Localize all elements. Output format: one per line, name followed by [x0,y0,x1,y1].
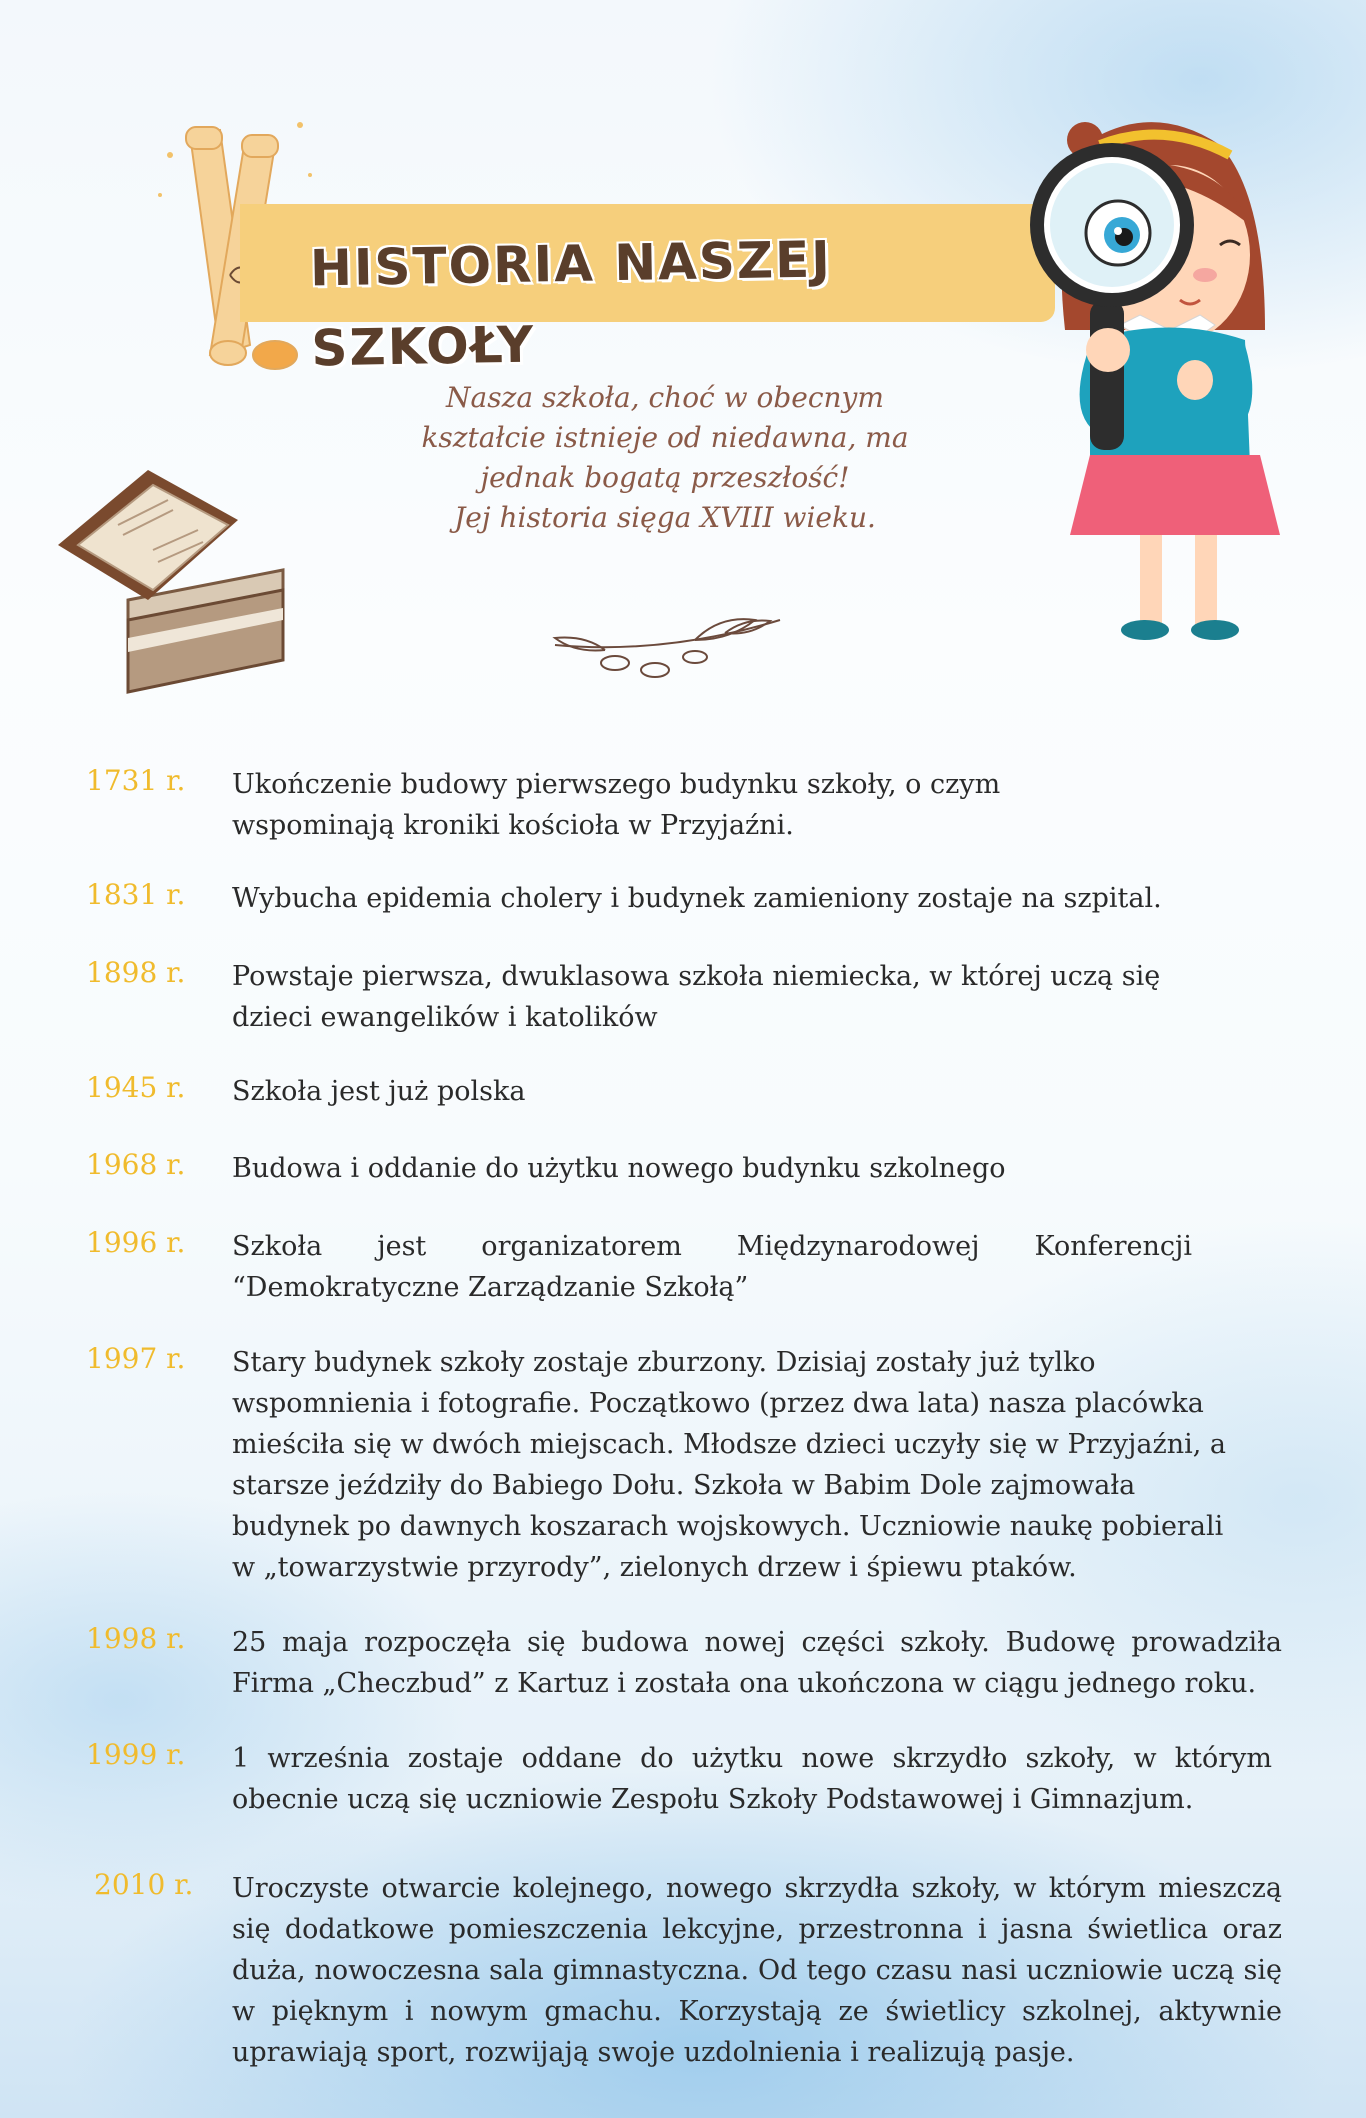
intro-line: Nasza szkoła, choć w obecnym [446,381,884,414]
girl-with-magnifier-icon [1030,115,1280,655]
timeline-entry [86,1868,1286,2078]
timeline-year: 1898 r. [86,956,186,989]
timeline-year: 2010 r. [94,1868,194,1901]
timeline-entry [86,764,1286,844]
timeline-text: Szkoła jest organizatorem Międzynarodowej Konferencji “Demokratyczne Zarządzanie Szkołą” [232,1231,1192,1303]
intro-line: Jej historia sięga XVIII wieku. [454,501,876,534]
timeline-text: Szkoła jest już polska [232,1076,526,1107]
timeline-text: Uroczyste otwarcie kolejnego, nowego skrzydła szkoły, w którym mieszczą się dodatkowe pomieszczenia lekcyjne, przestronna i jasna świetlica oraz duża, nowoczesna sala gimnastyczna. Od tego czasu nasi uczniowie uczą się w pięknym i nowym gmachu. Korzystają ze świetlicy szkolnej, aktywnie uprawiają sport, rozwijają swoje uzdolnienia i realizują pasje. [232,1873,1282,2068]
timeline-text: Powstaje pierwsza, dwuklasowa szkoła niemiecka, w której uczą się dzieci ewangelików i katolików [232,961,1161,1033]
page-title: HISTORIA NASZEJ SZKOŁY [309,230,833,378]
timeline-year: 1999 r. [86,1738,186,1771]
timeline-text: Wybucha epidemia cholery i budynek zamieniony zostaje na szpital. [232,883,1162,914]
timeline-entry [86,1342,1286,1592]
timeline-year: 1998 r. [86,1622,186,1655]
timeline-entry [86,1226,1286,1308]
timeline-year: 1731 r. [86,764,186,797]
timeline-year: 1968 r. [86,1148,186,1181]
intro-text [420,378,910,538]
timeline-year: 1996 r. [86,1226,186,1259]
timeline-entry [86,1622,1286,1706]
intro-line: jednak bogatą przeszłość! [480,461,850,494]
timeline-entry [86,1148,1286,1192]
timeline-year: 1945 r. [86,1071,186,1104]
olive-branch-icon [545,615,785,695]
timeline-text: 1 września zostaje oddane do użytku nowe skrzydło szkoły, w którym obecnie uczą się uczniowie Zespołu Szkoły Podstawowej i Gimnazjum. [232,1743,1272,1815]
timeline-year: 1831 r. [86,878,186,911]
timeline-entry [86,956,1286,1038]
timeline-text: Stary budynek szkoły zostaje zburzony. Dzisiaj zostały już tylko wspomnienia i fotografie. Początkowo (przez dwa lata) nasza placówka mieściła się w dwóch miejscach. Młodsze dzieci uczyły się w Przyjaźni, a starsze jeździły do Babiego Dołu. Szkoła w Babim Dole zajmowała budynek po dawnych koszarach wojskowych. Uczniowie naukę pobierali w „towarzystwie przyrody”, zielonych drzew i śpiewu ptaków. [232,1347,1226,1583]
timeline-entry [86,1738,1286,1822]
timeline-entry [86,878,1286,922]
timeline-text: 25 maja rozpoczęła się budowa nowej części szkoły. Budowę prowadziła Firma „Checzbud” z Kartuz i została ona ukończona w ciągu jednego roku. [232,1627,1282,1699]
intro-line: kształcie istnieje od niedawna, ma [421,421,909,454]
timeline-text: Budowa i oddanie do użytku nowego budynku szkolnego [232,1153,1006,1184]
timeline-year: 1997 r. [86,1342,186,1375]
timeline-entry [86,1071,1286,1115]
book-icon [58,470,290,695]
timeline-text: Ukończenie budowy pierwszego budynku szkoły, o czym wspominają kroniki kościoła w Przyjaźni. [232,769,1001,841]
